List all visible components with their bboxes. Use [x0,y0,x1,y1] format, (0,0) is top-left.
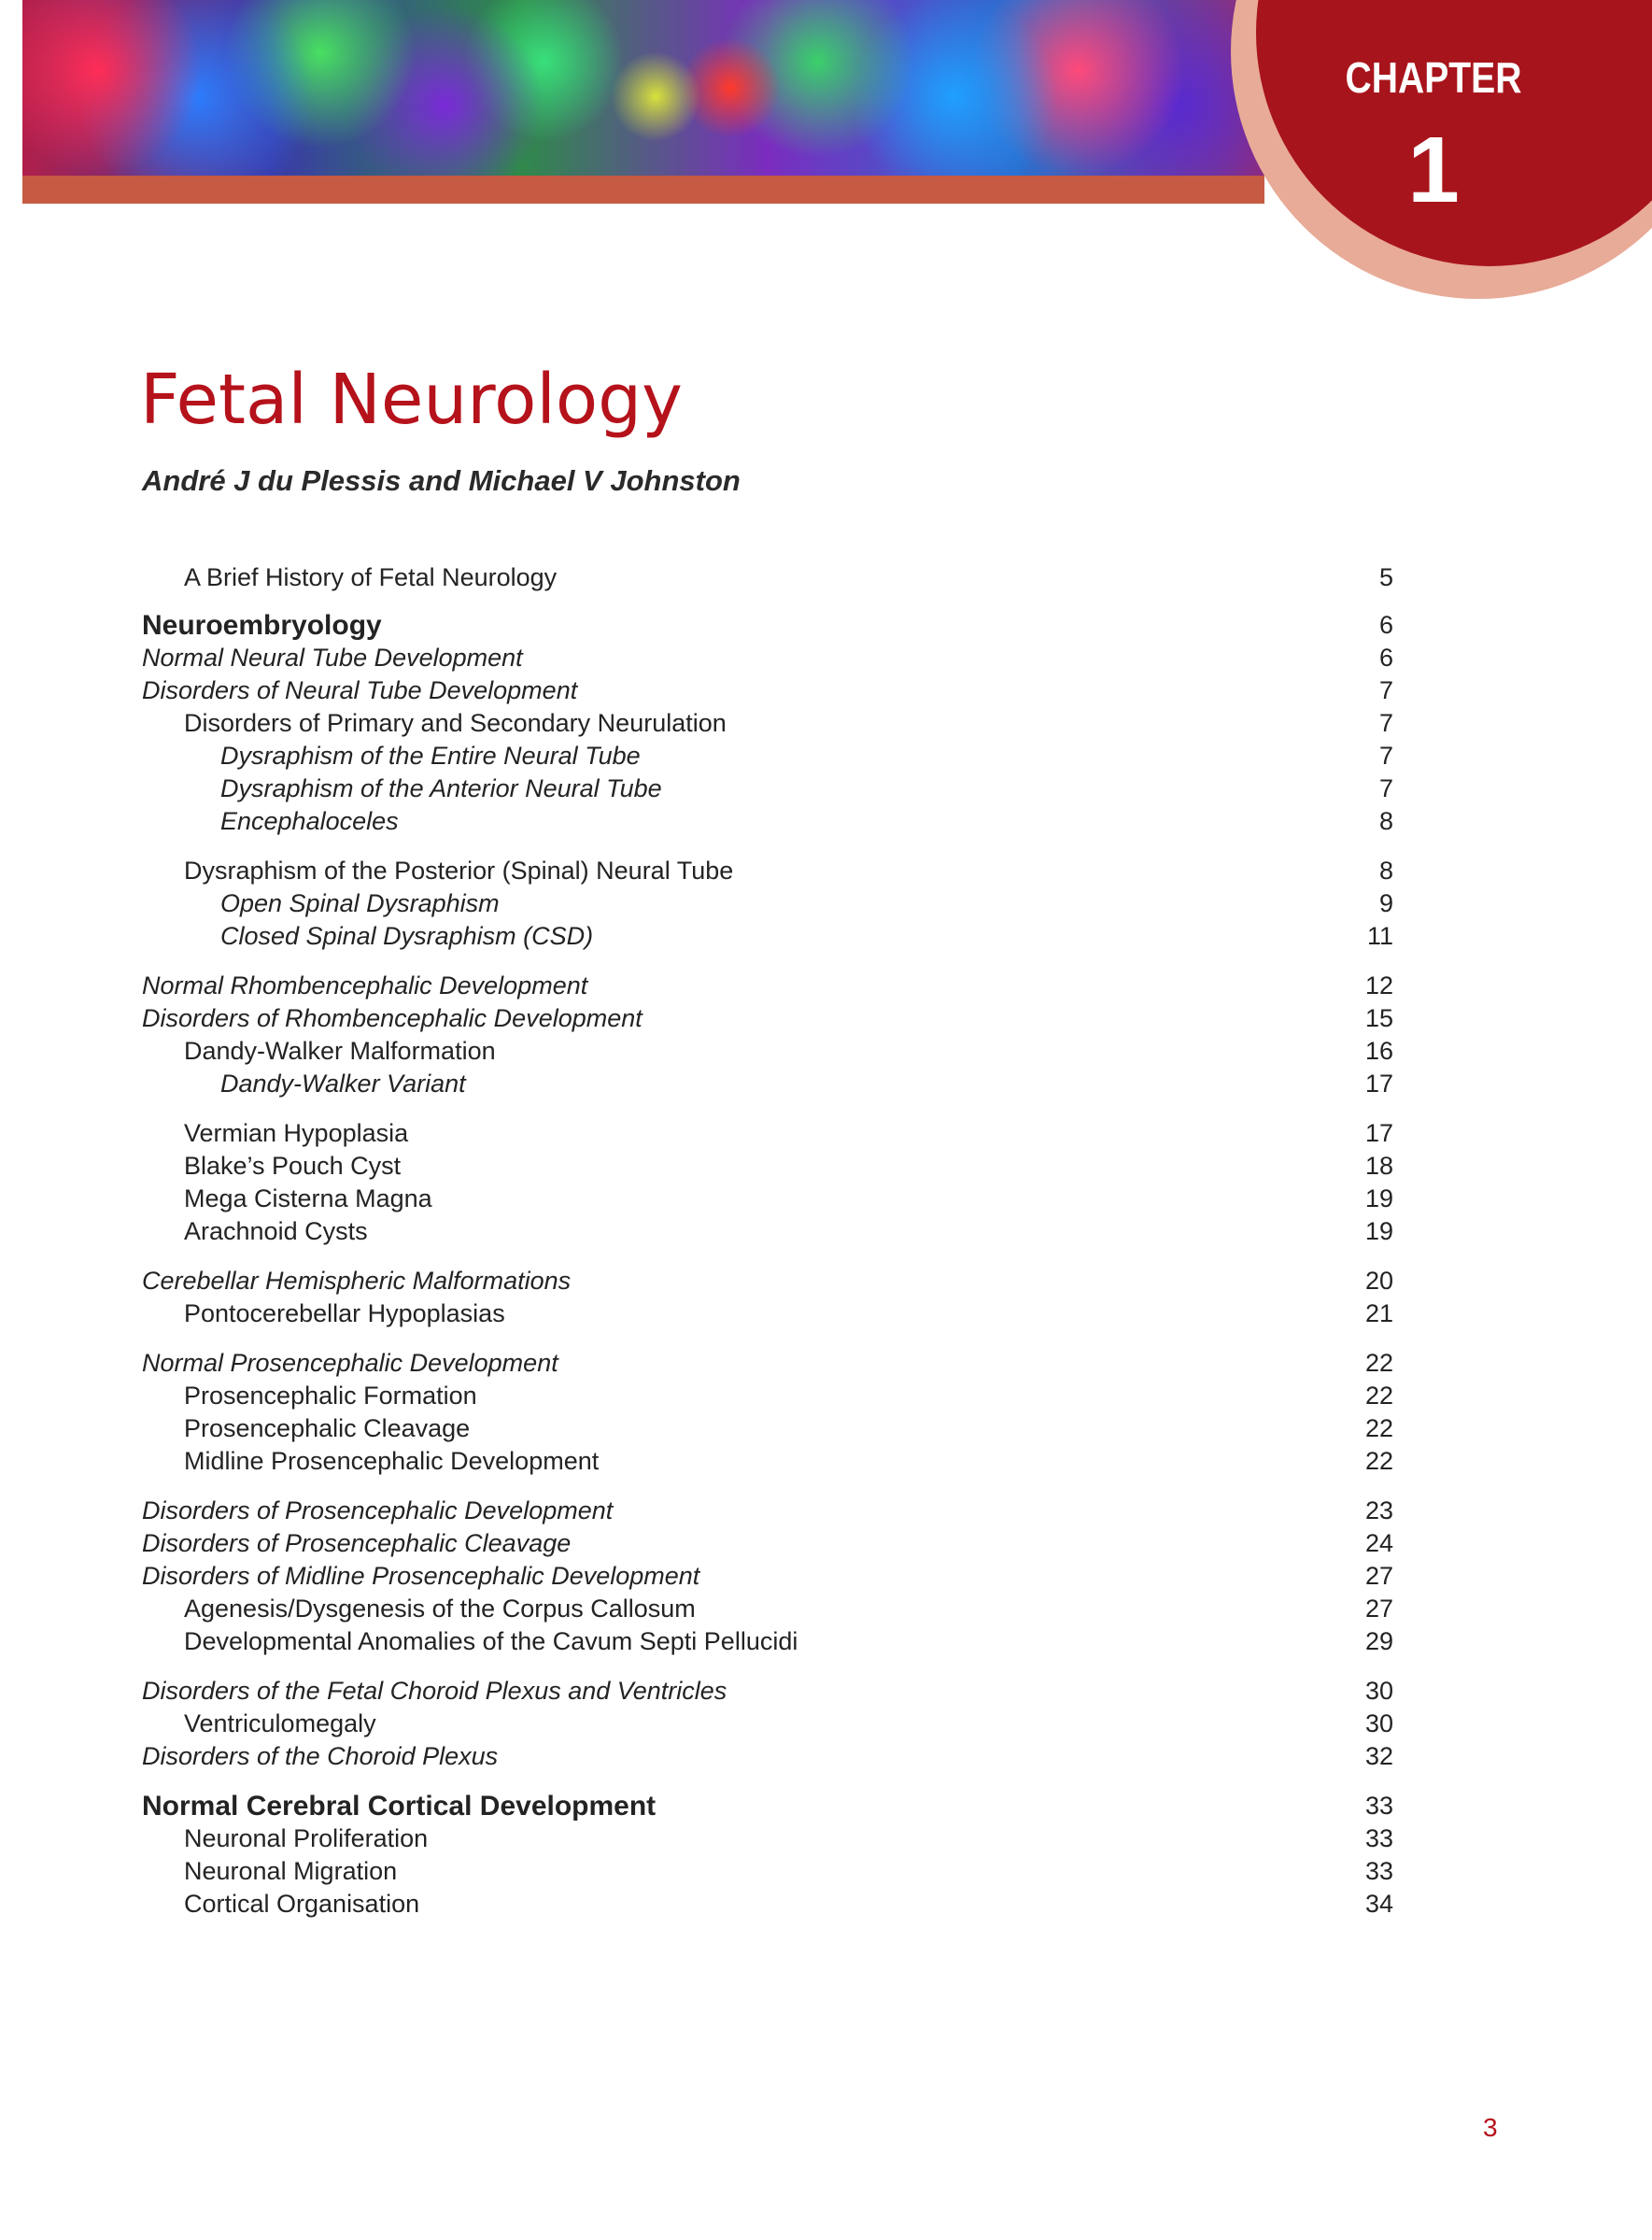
toc-entry-page: 7 [1378,774,1393,802]
header-stripe [22,176,1264,204]
chapter-label: CHAPTER [1345,53,1522,102]
toc-entry-page: 22 [1364,1447,1393,1475]
toc-entry-title: Normal Prosencephalic Development [142,1349,558,1377]
toc-entry-title: Normal Neural Tube Development [142,644,523,672]
toc-entry-title: Agenesis/Dysgenesis of the Corpus Callosum [184,1595,696,1623]
chapter-number: 1 [1407,118,1460,222]
toc-entry-title: Dandy-Walker Variant [220,1070,466,1098]
toc-entry[interactable] [142,1593,1393,1625]
toc-entry[interactable] [142,642,1393,674]
toc-entry[interactable] [142,920,1393,953]
toc-entry[interactable] [142,1380,1393,1412]
toc-entry-title: Mega Cisterna Magna [184,1184,432,1212]
toc-entry-title: Disorders of Rhombencephalic Development [142,1004,642,1032]
toc-entry-page: 7 [1378,742,1393,770]
toc-entry-page: 8 [1378,857,1393,885]
toc-entry[interactable] [142,773,1393,805]
toc-entry[interactable] [142,805,1393,838]
toc-entry[interactable] [142,1675,1393,1708]
toc-entry-page: 7 [1378,709,1393,737]
toc-entry[interactable] [142,740,1393,773]
toc-entry-title: Disorders of Primary and Secondary Neurulation [184,709,727,737]
toc-entry-title: Arachnoid Cysts [184,1217,368,1245]
toc-entry-title: Disorders of Prosencephalic Cleavage [142,1529,572,1557]
toc-entry-page: 30 [1364,1709,1393,1737]
toc-entry-page: 33 [1364,1857,1393,1885]
toc-entry[interactable] [142,1150,1393,1183]
toc-entry[interactable] [142,855,1393,887]
toc-entry-page: 9 [1378,889,1393,917]
toc-entry[interactable] [142,1740,1393,1773]
toc-entry-page: 30 [1364,1677,1393,1705]
toc-entry[interactable] [142,1560,1393,1593]
toc-entry[interactable] [142,1035,1393,1068]
toc-entry-title: Open Spinal Dysraphism [220,889,500,917]
toc-entry-title: Disorders of Midline Prosencephalic Development [142,1562,700,1590]
toc-entry[interactable] [142,707,1393,740]
toc-entry-page: 16 [1364,1037,1393,1065]
toc-entry[interactable] [142,1068,1393,1100]
toc-entry-page: 32 [1364,1742,1393,1770]
toc-entry-page: 29 [1364,1627,1393,1655]
toc-entry-page: 6 [1378,611,1393,639]
toc-entry-page: 34 [1364,1890,1393,1918]
toc-entry[interactable] [142,1347,1393,1380]
table-of-contents [142,561,1393,1921]
toc-entry[interactable] [142,1708,1393,1740]
header-banner-image [22,0,1264,176]
toc-entry[interactable] [142,1412,1393,1445]
toc-entry-title: Developmental Anomalies of the Cavum Septi Pellucidi [184,1627,798,1655]
toc-entry-title: Disorders of Neural Tube Development [142,676,578,704]
toc-entry-page: 12 [1364,971,1393,999]
toc-entry-title: Pontocerebellar Hypoplasias [184,1299,505,1327]
page-number: 3 [1483,2113,1498,2142]
toc-entry-title: Dandy-Walker Malformation [184,1037,496,1065]
toc-entry-title: Closed Spinal Dysraphism (CSD) [220,922,594,950]
toc-entry[interactable] [142,970,1393,1002]
toc-entry-page: 15 [1364,1004,1393,1032]
toc-entry[interactable] [142,1495,1393,1527]
toc-entry-title: Neuronal Migration [184,1857,398,1885]
toc-entry-title: Encephaloceles [220,807,399,835]
toc-entry-title: Neuronal Proliferation [184,1824,429,1852]
toc-entry[interactable] [142,1527,1393,1560]
toc-entry-title: Prosencephalic Formation [184,1382,477,1410]
toc-entry[interactable] [142,1445,1393,1478]
toc-entry[interactable] [142,1790,1393,1822]
toc-entry-title: Dysraphism of the Entire Neural Tube [220,742,641,770]
toc-entry-page: 21 [1364,1299,1393,1327]
toc-entry-page: 22 [1364,1414,1393,1442]
toc-entry-page: 19 [1364,1184,1393,1212]
toc-entry-page: 11 [1366,922,1393,950]
toc-entry-page: 22 [1364,1349,1393,1377]
toc-entry-page: 18 [1364,1152,1393,1180]
toc-entry[interactable] [142,1822,1393,1855]
toc-entry[interactable] [142,1297,1393,1330]
toc-entry-page: 23 [1364,1496,1393,1524]
toc-entry[interactable] [142,1002,1393,1035]
toc-entry-title: Neuroembryology [142,610,382,641]
toc-entry-title: Cortical Organisation [184,1890,420,1918]
toc-entry-title: Dysraphism of the Anterior Neural Tube [220,774,662,802]
toc-entry-page: 5 [1378,563,1393,591]
toc-entry[interactable] [142,887,1393,920]
toc-entry[interactable] [142,1265,1393,1297]
toc-entry[interactable] [142,1625,1393,1658]
chapter-title: Fetal Neurology [140,360,683,440]
toc-entry-page: 6 [1378,644,1393,672]
toc-entry-title: Vermian Hypoplasia [184,1119,409,1147]
toc-entry[interactable] [142,1888,1393,1921]
toc-entry-title: Ventriculomegaly [184,1709,376,1737]
toc-entry[interactable] [142,674,1393,707]
toc-entry-title: Midline Prosencephalic Development [184,1447,600,1475]
toc-entry-page: 33 [1364,1824,1393,1852]
toc-entry[interactable] [142,561,1393,594]
toc-entry-title: Dysraphism of the Posterior (Spinal) Neural Tube [184,857,734,885]
chapter-authors: André J du Plessis and Michael V Johnston [142,464,741,497]
toc-entry[interactable] [142,1117,1393,1150]
toc-entry-page: 22 [1364,1382,1393,1410]
toc-entry[interactable] [142,1183,1393,1215]
toc-entry-title: Cerebellar Hemispheric Malformations [142,1267,572,1295]
toc-entry-page: 7 [1378,676,1393,704]
toc-entry[interactable] [142,1215,1393,1248]
toc-entry-page: 33 [1364,1792,1393,1820]
toc-entry-title: Disorders of the Fetal Choroid Plexus and Ventricles [142,1677,727,1705]
toc-entry-page: 20 [1364,1267,1393,1295]
toc-entry-page: 17 [1364,1119,1393,1147]
toc-entry-title: Disorders of the Choroid Plexus [142,1742,499,1770]
toc-entry-page: 27 [1364,1562,1393,1590]
toc-entry-page: 24 [1364,1529,1393,1557]
toc-entry-page: 17 [1364,1070,1393,1098]
toc-entry-title: Prosencephalic Cleavage [184,1414,471,1442]
toc-entry-title: Disorders of Prosencephalic Development [142,1496,614,1524]
toc-entry-title: A Brief History of Fetal Neurology [184,563,558,591]
toc-entry-title: Normal Cerebral Cortical Development [142,1791,657,1822]
toc-entry-page: 8 [1378,807,1393,835]
toc-entry[interactable] [142,609,1393,642]
toc-entry-title: Normal Rhombencephalic Development [142,971,588,999]
toc-entry[interactable] [142,1855,1393,1888]
toc-entry-page: 19 [1364,1217,1393,1245]
toc-entry-page: 27 [1364,1595,1393,1623]
toc-entry-title: Blake’s Pouch Cyst [184,1152,402,1180]
